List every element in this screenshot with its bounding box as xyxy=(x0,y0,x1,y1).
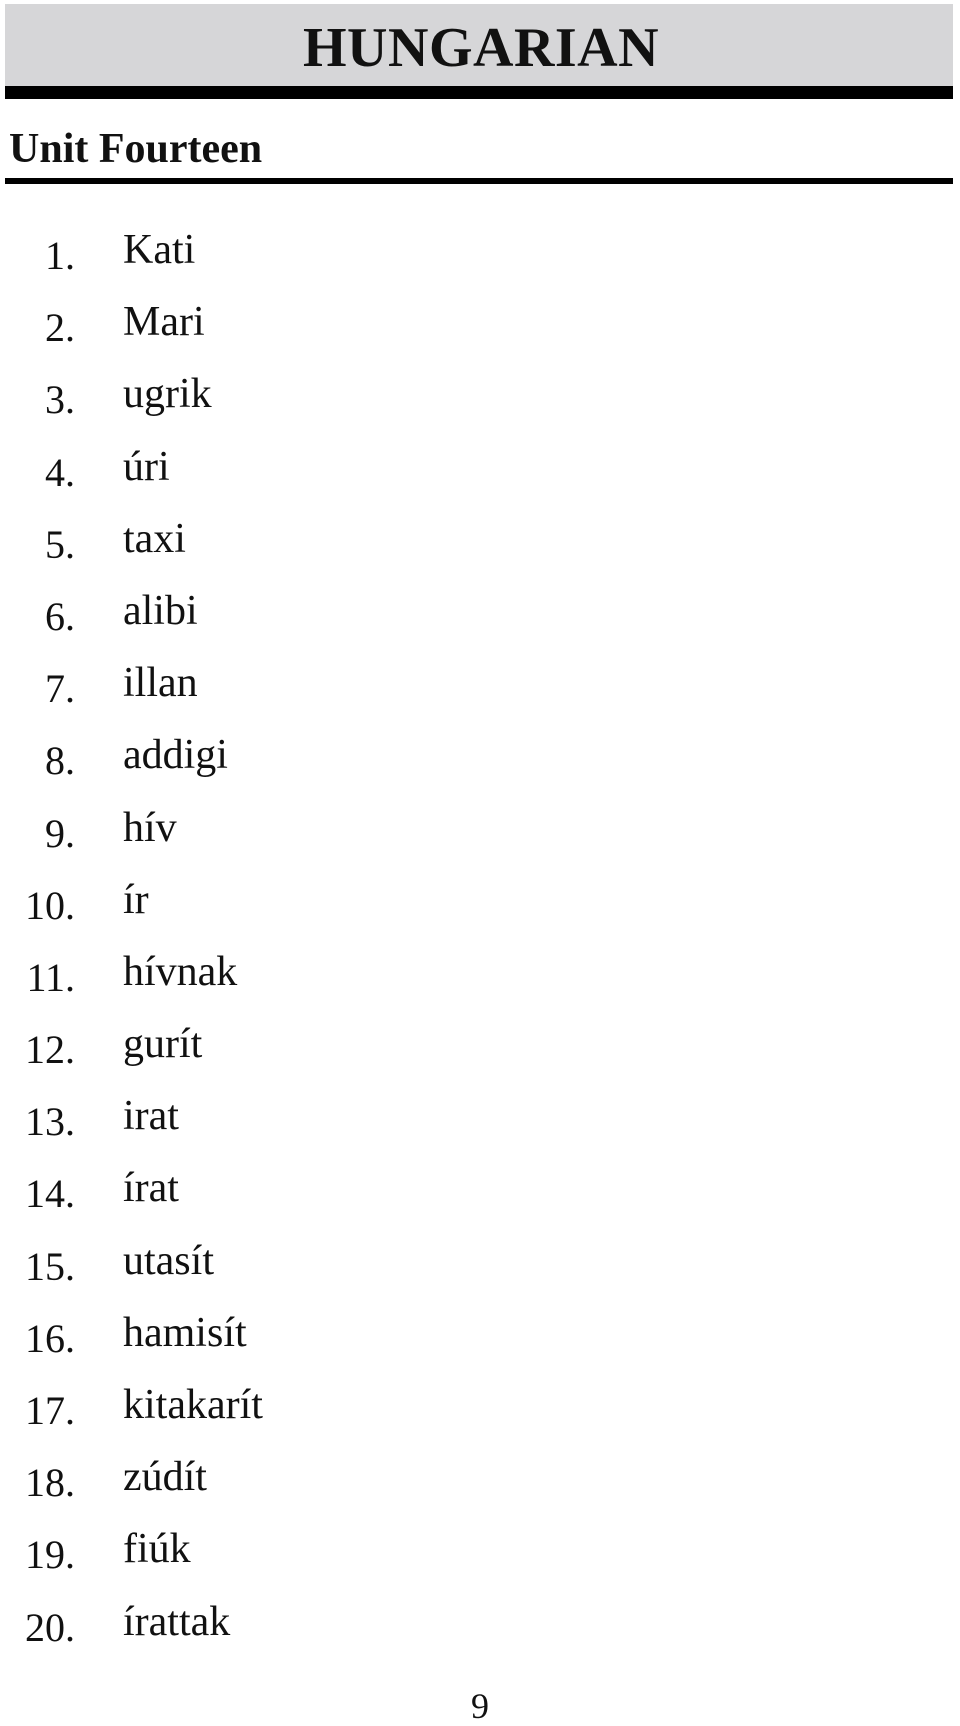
header-rule xyxy=(5,86,953,99)
item-word: írattak xyxy=(123,1598,231,1645)
item-word: utasít xyxy=(123,1237,214,1284)
unit-title: Unit Fourteen xyxy=(9,126,263,172)
list-item xyxy=(0,1594,960,1666)
list-item xyxy=(0,1233,960,1305)
list-item xyxy=(0,1449,960,1521)
item-word: hívnak xyxy=(123,948,238,995)
item-word: hív xyxy=(123,804,177,851)
list-item xyxy=(0,800,960,872)
item-word: írat xyxy=(123,1165,179,1212)
list-item xyxy=(0,1160,960,1232)
header-band xyxy=(5,4,953,86)
item-word: úri xyxy=(123,443,170,490)
list-item xyxy=(0,511,960,583)
item-word: irat xyxy=(123,1093,179,1140)
list-item xyxy=(0,583,960,655)
item-word: ír xyxy=(123,876,149,923)
item-word: Kati xyxy=(123,227,196,273)
item-number: 16. xyxy=(25,1315,75,1361)
item-number: 4. xyxy=(45,449,75,495)
list-item xyxy=(0,872,960,944)
item-number: 13. xyxy=(25,1099,75,1145)
list-item xyxy=(0,1377,960,1449)
item-word: zúdít xyxy=(123,1454,207,1501)
page-number: 9 xyxy=(471,1686,489,1726)
item-word: ugrik xyxy=(123,371,212,418)
list-item xyxy=(0,1088,960,1160)
item-word: Mari xyxy=(123,299,205,346)
item-word: hamisít xyxy=(123,1309,247,1356)
list-item xyxy=(0,1016,960,1088)
list-item xyxy=(0,944,960,1016)
page-title: HUNGARIAN xyxy=(303,17,660,79)
list-item xyxy=(0,655,960,727)
item-number: 9. xyxy=(45,810,75,856)
list-item xyxy=(0,366,960,438)
item-number: 2. xyxy=(45,305,75,351)
item-word: kitakarít xyxy=(123,1382,263,1428)
item-word: addigi xyxy=(123,732,228,779)
item-number: 20. xyxy=(25,1604,75,1650)
item-number: 5. xyxy=(45,521,75,567)
item-word: gurít xyxy=(123,1021,203,1068)
item-number: 11. xyxy=(26,954,75,1000)
item-word: taxi xyxy=(123,515,186,562)
item-number: 18. xyxy=(25,1460,75,1506)
list-item xyxy=(0,1305,960,1377)
item-number: 8. xyxy=(45,738,75,784)
item-number: 17. xyxy=(25,1388,75,1433)
item-number: 6. xyxy=(45,593,75,639)
item-number: 7. xyxy=(45,666,75,712)
list-item xyxy=(0,727,960,799)
item-word: fiúk xyxy=(123,1526,191,1573)
unit-rule xyxy=(5,178,953,184)
item-number: 14. xyxy=(25,1171,75,1217)
list-item xyxy=(0,1521,960,1593)
item-number: 1. xyxy=(45,233,75,278)
list-item xyxy=(0,222,960,294)
item-word: alibi xyxy=(123,587,198,634)
item-number: 3. xyxy=(45,377,75,423)
item-number: 10. xyxy=(25,882,75,928)
word-list xyxy=(0,222,960,1666)
item-number: 15. xyxy=(25,1243,75,1289)
item-number: 19. xyxy=(25,1532,75,1578)
item-word: illan xyxy=(123,660,198,707)
item-number: 12. xyxy=(25,1027,75,1073)
list-item xyxy=(0,294,960,366)
list-item xyxy=(0,439,960,511)
